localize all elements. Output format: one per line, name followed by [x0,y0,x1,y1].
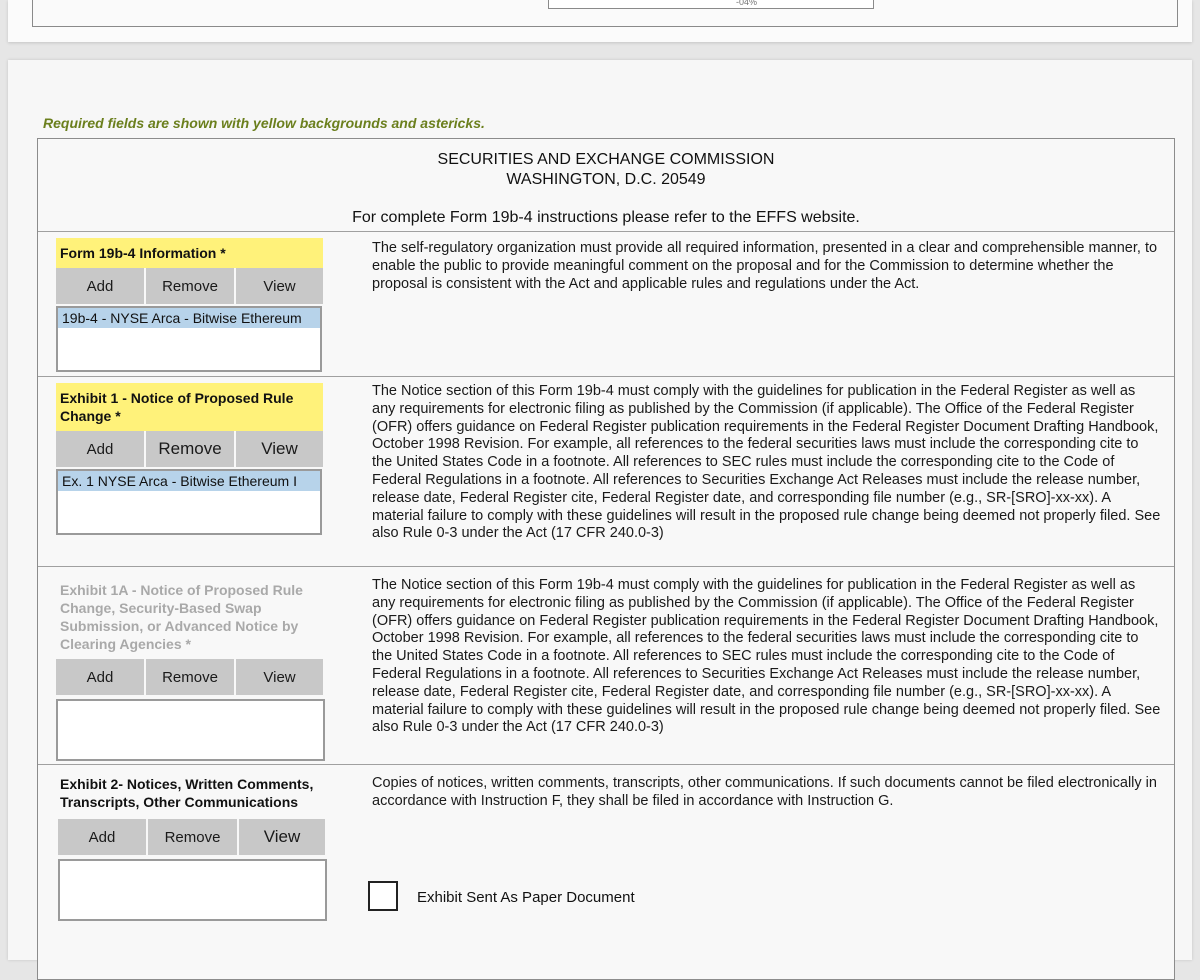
add-button[interactable]: Add [56,268,144,304]
agency-title: SECURITIES AND EXCHANGE COMMISSION [437,151,775,168]
section-exhibit-1 [38,376,1174,567]
section-label: Exhibit 2- Notices, Written Comments, Transcripts, Other Communications [60,776,314,810]
form-19b4-frame [37,138,1175,980]
view-button[interactable]: View [236,268,323,304]
paper-document-label: Exhibit Sent As Paper Document [417,889,635,906]
section-description: The Notice section of this Form 19b-4 must comply with the guidelines for publication in the Federal Register as well as any requirements for electronic filing as published by the Commission (if applicable). The Office of the Federal Register (OFR) offers guidance on Federal Register publication requirements in the Federal Register Document Drafting Handbook, October 1998 Revision. For example, all references to the federal securities laws must include the corresponding cite to the United States Code in a footnote. All references to SEC rules must include the corresponding cite to the Code of Federal Regulations in a footnote. All references to Securities Exchange Act Releases must include the release number, release date, Federal Register cite, Federal Register date, and corresponding file number (e.g., SR-[SRO]-xx-xx). A material failure to comply with these guidelines will result in the proposed rule change being deemed not properly filed. See also Rule 0-3 under the Act (17 CFR 240.0-3) [372,577,1161,736]
section-description: The self-regulatory organization must provide all required information, presented in a clear and comprehensible manner, to enable the public to provide meaningful comment on the proposal and for the Commission to determine whether the proposal is consistent with the Act and applicable rules and regulations under the Act. [372,240,1158,292]
section-label: Form 19b-4 Information * [56,238,323,268]
section-label: Exhibit 1 - Notice of Proposed Rule Change * [56,383,323,431]
add-button[interactable]: Add [56,659,144,695]
file-item[interactable]: 19b-4 - NYSE Arca - Bitwise Ethereum [58,308,320,328]
remove-button[interactable]: Remove [146,659,234,695]
remove-button[interactable]: Remove [146,431,234,467]
section-buttons [56,268,323,304]
section-label: Exhibit 1A - Notice of Proposed Rule Change, Security-Based Swap Submission, or Advanced Notice by Clearing Agencies * [60,582,303,652]
section-exhibit-1a [38,566,1174,765]
section-buttons [58,819,325,855]
form-header [38,139,1174,231]
view-button[interactable]: View [236,659,323,695]
section-buttons [56,431,323,467]
file-item[interactable]: Ex. 1 NYSE Arca - Bitwise Ethereum I [58,471,320,491]
required-fields-note: Required fields are shown with yellow backgrounds and astericks. [43,115,485,131]
section-form-19b4-information [38,231,1174,377]
file-listbox[interactable] [56,306,322,372]
remove-button[interactable]: Remove [146,268,234,304]
section-description: The Notice section of this Form 19b-4 must comply with the guidelines for publication in the Federal Register as well as any requirements for electronic filing as published by the Commission (if applicable). The Office of the Federal Register (OFR) offers guidance on Federal Register publication requirements in the Federal Register Document Drafting Handbook, October 1998 Revision. For example, all references to the federal securities laws must include the corresponding cite to the United States Code in a footnote. All references to SEC rules must include the corresponding cite to the Code of Federal Regulations in a footnote. All references to Securities Exchange Act Releases must include the release number, release date, Federal Register cite, Federal Register date, and corresponding file number (e.g., SR-[SRO]-xx-xx). A material failure to comply with these guidelines will result in the proposed rule change being deemed not properly filed. See also Rule 0-3 under the Act (17 CFR 240.0-3) [372,383,1161,542]
remove-button[interactable]: Remove [148,819,237,855]
paper-document-checkbox[interactable] [368,881,398,911]
previous-page-text: -04% [736,0,758,7]
view-button[interactable]: View [239,819,325,855]
previous-page-fragment [8,0,1192,42]
add-button[interactable]: Add [58,819,146,855]
section-description: Copies of notices, written comments, transcripts, other communications. If such documents cannot be filed electronically in accordance with Instruction F, they shall be filed in accordance with Instruction G. [372,775,1157,809]
add-button[interactable]: Add [56,431,144,467]
form-page [8,60,1192,960]
file-listbox[interactable] [58,859,327,921]
agency-address: WASHINGTON, D.C. 20549 [506,171,706,188]
view-button[interactable]: View [236,431,323,467]
section-buttons [56,659,323,695]
instructions-note: For complete Form 19b-4 instructions please refer to the EFFS website. [352,209,860,226]
file-listbox[interactable] [56,699,325,761]
section-exhibit-2 [38,764,1174,980]
previous-page-field [548,0,874,9]
file-listbox[interactable] [56,469,322,535]
